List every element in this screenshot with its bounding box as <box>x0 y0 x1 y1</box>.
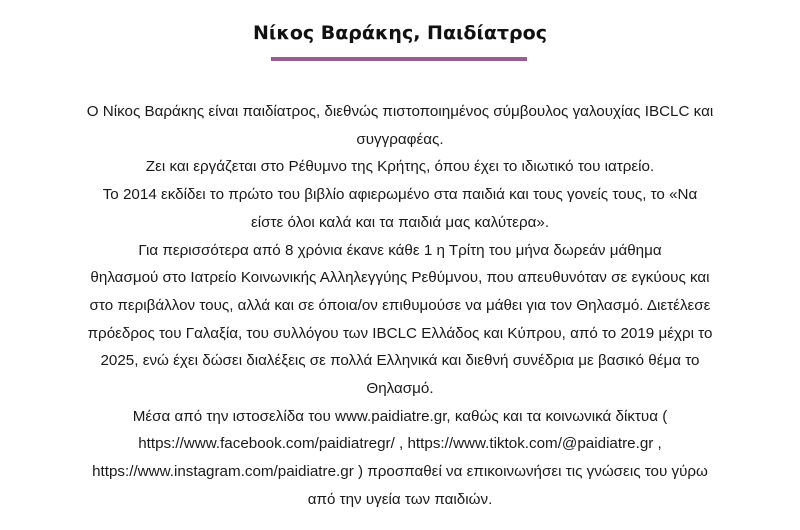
bio-paragraph-book <box>34 181 766 236</box>
bio-paragraph-breastfeeding <box>34 237 766 403</box>
bio-paragraph-location <box>34 153 766 181</box>
text-line: από την υγεία των παιδιών. <box>307 490 493 508</box>
text-line: Ζει και εργάζεται στο Ρέθυμνο της Κρήτης, όπου έχει το ιδιωτικό του ιατρείο. <box>145 158 655 176</box>
text-line: Θηλασμό. <box>366 380 434 398</box>
text-line: θηλασμού στο Ιατρείο Κοινωνικής Αλληλεγγύης Ρεθύμνου, που απευθυνόταν σε εγκύους και <box>90 269 710 287</box>
text-line: Για περισσότερα από 8 χρόνια έκανε κάθε 1 η Τρίτη του μήνα δωρεάν μάθημα <box>138 241 662 259</box>
text-line: https://www.instagram.com/paidiatre.gr ) προσπαθεί να επικοινωνήσει τις γνώσεις του γύρω <box>92 463 708 481</box>
page-title: Νίκος Βαράκης, Παιδίατρος <box>253 22 547 44</box>
bio-text <box>34 98 766 514</box>
text-line: πρόεδρος του Γαλαξία, του συλλόγου των IBCLC Ελλάδος και Κύπρου, από το 2019 μέχρι το <box>87 324 713 342</box>
bio-paragraph-intro <box>34 98 766 153</box>
bio-paragraph-online <box>34 403 766 514</box>
text-line: Το 2014 εκδίδει το πρώτο του βιβλίο αφιερωμένο στα παιδιά και τους γονείς τους, το «Να <box>102 186 698 204</box>
title-divider <box>271 57 527 61</box>
text-line: στο περιβάλλον τους, αλλά και σε όποια/ον επιθυμούσε να μάθει για τον Θηλασμό. Διετέλεσε <box>89 296 711 314</box>
text-line: Μέσα από την ιστοσελίδα του www.paidiatre.gr, καθώς και τα κοινωνικά δίκτυα ( <box>132 407 668 425</box>
text-line: https://www.facebook.com/paidiatregr/ , https://www.tiktok.com/@paidiatre.gr , <box>138 435 662 453</box>
text-line: συγγραφέας. <box>356 130 444 148</box>
text-line: 2025, ενώ έχει δώσει διαλέξεις σε πολλά Ελληνικά και διεθνή συνέδρια με βασικό θέμα το <box>100 352 700 370</box>
text-line: είστε όλοι καλά και τα παιδιά μας καλύτερα». <box>250 213 550 231</box>
text-line: Ο Νίκος Βαράκης είναι παιδίατρος, διεθνώς πιστοποιημένος σύμβουλος γαλουχίας IBCLC και <box>86 103 714 120</box>
